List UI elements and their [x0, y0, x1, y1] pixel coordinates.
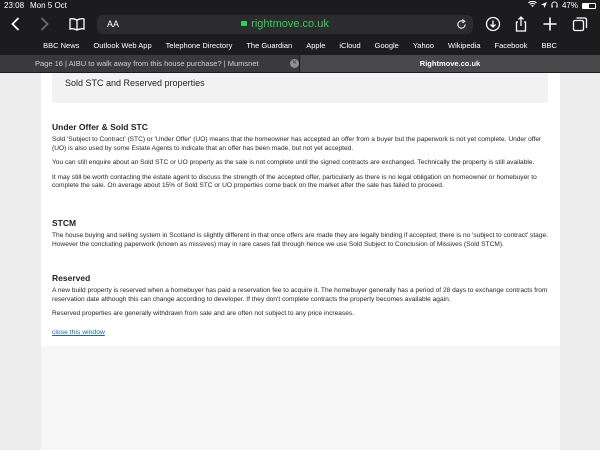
battery-icon: [582, 3, 596, 9]
favorites-bar: [0, 37, 600, 53]
back-icon[interactable]: [6, 14, 26, 34]
status-time: 23:08: [4, 1, 25, 10]
favorite-icloud[interactable]: iCloud: [339, 40, 361, 50]
location-icon: [541, 0, 547, 11]
favorite-facebook[interactable]: Facebook: [494, 40, 528, 50]
favorite-outlook-web-app[interactable]: Outlook Web App: [93, 40, 152, 50]
tab-label: Rightmove.co.uk: [419, 59, 481, 68]
url-text: rightmove.co.uk: [251, 18, 329, 30]
url-host: [97, 15, 473, 34]
section-reserved: [52, 273, 548, 319]
page-title: Sold STC and Reserved properties: [65, 78, 205, 88]
browser-toolbar: [0, 11, 600, 37]
headphones-icon: [551, 0, 558, 11]
battery-percent: 47%: [561, 1, 578, 10]
tab-label: Page 16 | AIBU to walk away from this house purchase? | Mumsnet: [35, 59, 259, 68]
share-icon[interactable]: [511, 14, 531, 34]
section-stcm: [52, 218, 548, 249]
favorite-apple[interactable]: Apple: [306, 40, 326, 50]
tab-rightmove[interactable]: [300, 55, 600, 72]
page-header: [52, 73, 548, 103]
text-size-button[interactable]: AA: [107, 19, 120, 29]
paragraph: Sold 'Subject to Contract' (STC) or 'Under Offer' (UO) means that the homeowner has accepted an offer from a buyer but the paperwork is not yet complete. Under offer (UO) is also used by some Estate Agents to indicate that an offer has been made, but not yet accepted.: [52, 136, 542, 152]
paragraph: A new build property is reserved when a homebuyer has paid a reservation fee to acquire it. The homebuyer generally has a period of 28 days to exchange contracts from reservation date although this can change according to developer. If they don't complete contracts the property becomes available again.: [52, 287, 548, 303]
close-tab-icon[interactable]: ✕: [291, 60, 298, 66]
tab-mumsnet[interactable]: [0, 55, 299, 72]
paragraph: The house buying and selling system in Scotland is slightly different in that once offers are made they are legally binding if accepted; there is no 'subject to contract' stage. However the concluding paperwork (known as missives) may in rare cases fall through hence we use Sold Subject to Conclusion of Missives (Sold STCM).: [52, 232, 548, 248]
favorite-bbc[interactable]: BBC: [541, 40, 557, 50]
section-title: STCM: [52, 218, 77, 228]
paragraph: Reserved properties are generally withdrawn from sale and are often not subject to any price increases.: [52, 310, 355, 318]
favorite-wikipedia[interactable]: Wikipedia: [447, 40, 481, 50]
section-title: Under Offer & Sold STC: [52, 122, 148, 132]
new-tab-icon[interactable]: [540, 14, 560, 34]
section-under-offer: [52, 122, 548, 191]
address-bar[interactable]: [97, 15, 473, 34]
status-date: Mon 5 Oct: [30, 1, 67, 10]
favorite-google[interactable]: Google: [374, 40, 399, 50]
favorite-yahoo[interactable]: Yahoo: [412, 40, 434, 50]
tabs-icon[interactable]: [570, 14, 590, 34]
close-window-link[interactable]: close this window: [52, 329, 105, 336]
favorite-the-guardian[interactable]: The Guardian: [246, 40, 293, 50]
paragraph: It may still be worth contacting the estate agent to discuss the strength of the accepted offer, particularly as there is no legal obligation on homeowner or homebuyer to complete the sale. On average about 15% of Sold STC or UO properties come back on the market after the sale has failed to proceed.: [52, 173, 537, 190]
tab-bar: [0, 53, 600, 73]
bookmarks-icon[interactable]: [67, 14, 87, 34]
status-right: [528, 0, 596, 11]
wifi-icon: [528, 0, 537, 11]
status-bar: [0, 0, 600, 11]
paragraph: You can still enquire about an Sold STC or UO property as the sale is not complete until the signed contracts are exchanged. Technically the property is still available.: [52, 159, 535, 167]
section-title: Reserved: [52, 273, 91, 283]
reload-icon[interactable]: [456, 15, 467, 34]
favorite-telephone-directory[interactable]: Telephone Directory: [165, 40, 233, 50]
battery-fill: [583, 4, 589, 8]
favorite-bbc-news[interactable]: BBC News: [43, 40, 80, 50]
download-icon[interactable]: [483, 14, 503, 34]
forward-icon[interactable]: [34, 14, 54, 34]
lock-icon: [241, 21, 247, 26]
